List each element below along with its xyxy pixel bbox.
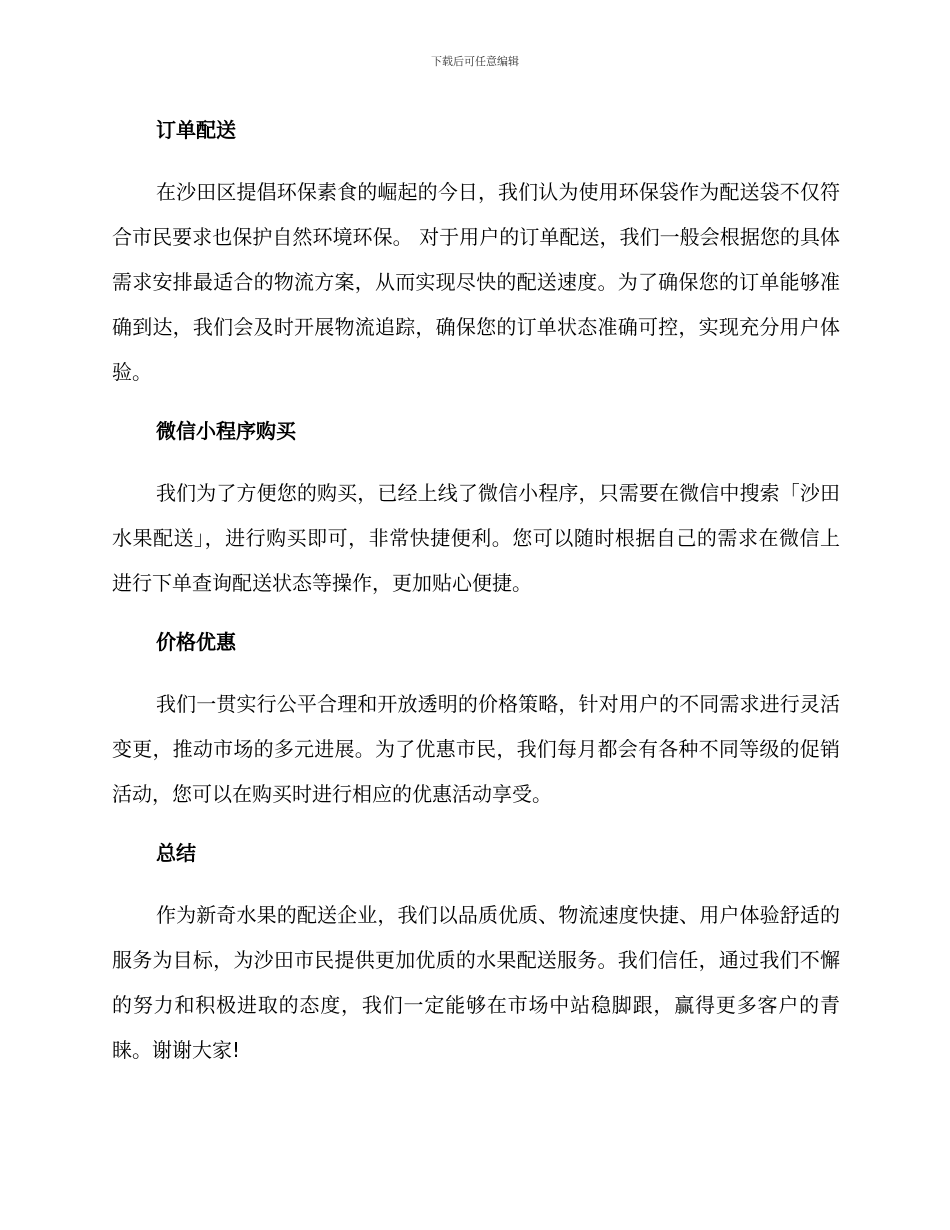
section-heading: 微信小程序购买 — [156, 419, 296, 443]
section-heading: 总结 — [156, 841, 196, 865]
section-paragraph: 我们为了方便您的购买，已经上线了微信小程序，只需要在微信中搜索「沙田水果配送」，进行购买即可，非常快捷便利。您可以随时根据自己的需求在微信上进行下单查询配送状态等操作，更加贴心便捷。 — [112, 481, 840, 595]
section-paragraph: 在沙田区提倡环保素食的崛起的今日，我们认为使用环保袋作为配送袋不仅符合市民要求也保护自然环境环保。 对于用户的订单配送，我们一般会根据您的具体需求安排最适合的物流方案，从而实现尽快的配送速度。为了确保您的订单能够准确到达，我们会及时开展物流追踪，确保您的订单状态准确可控，实现充分用户体验。 — [112, 180, 840, 384]
section-wechat-miniprogram — [112, 409, 840, 606]
section-heading: 订单配送 — [156, 118, 236, 142]
document-body — [112, 108, 840, 1087]
section-order-delivery — [112, 108, 840, 395]
page-header: 下载后可任意编辑 — [431, 55, 519, 68]
section-summary — [112, 831, 840, 1073]
section-price-discount — [112, 620, 840, 817]
section-paragraph: 作为新奇水果的配送企业，我们以品质优质、物流速度快捷、用户体验舒适的服务为目标，为沙田市民提供更加优质的水果配送服务。我们信任，通过我们不懈的努力和积极进取的态度，我们一定能够在市场中站稳脚跟，赢得更多客户的青睐。谢谢大家! — [112, 903, 840, 1062]
section-paragraph: 我们一贯实行公平合理和开放透明的价格策略，针对用户的不同需求进行灵活变更，推动市场的多元进展。为了优惠市民，我们每月都会有各种不同等级的促销活动，您可以在购买时进行相应的优惠活动享受。 — [112, 692, 840, 806]
section-heading: 价格优惠 — [156, 630, 236, 654]
